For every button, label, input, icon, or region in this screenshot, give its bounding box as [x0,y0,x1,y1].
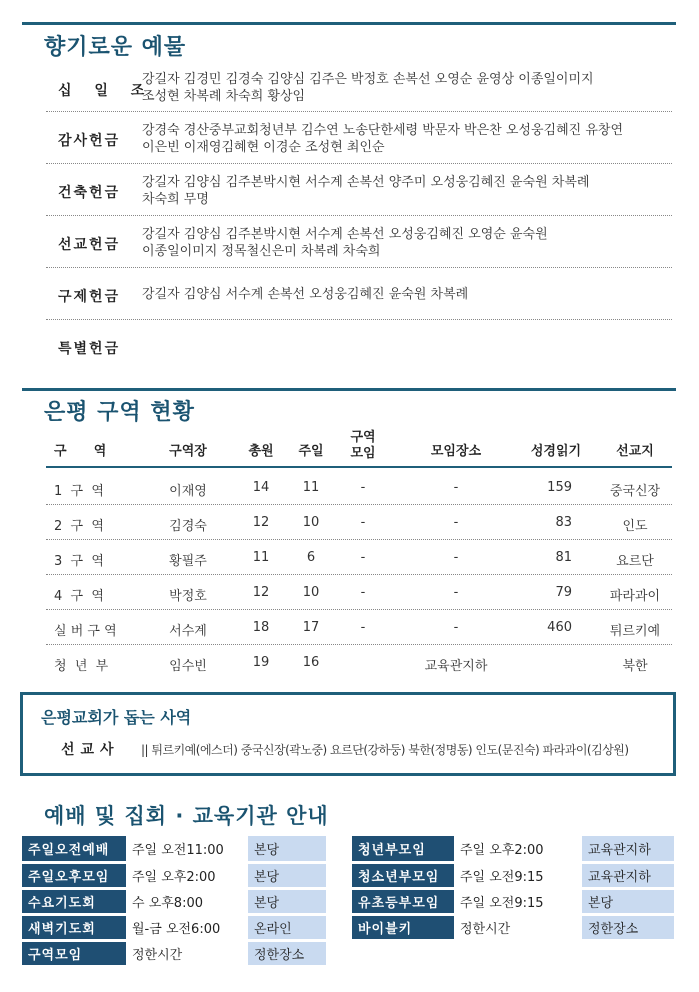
cell-bible: 79 [555,585,572,600]
schedule-row [22,836,326,862]
schedule-right-body [352,836,674,940]
cell-meeting: - [360,585,366,600]
cell-bible: 81 [555,550,572,565]
offering-names: 강길자 김양심 김주본박시현 서수계 손복선 오성웅김혜진 오영순 윤숙원 이종일이미지 정목철신은미 차복례 차숙희 [142,227,548,259]
cell-district: 1 구 역 [54,484,104,499]
offering-row-relief [46,268,672,320]
cell-meeting: - [360,620,366,635]
header-meeting: 구역 모임 [350,430,376,461]
schedule-label: 바이블키 [352,914,454,940]
cell-sunday: 10 [302,585,320,600]
cell-members: 12 [252,585,270,600]
support-box [20,692,676,776]
districts-title: 은평 구역 현황 [44,400,195,425]
offering-row-mission [46,216,672,268]
header-district: 구 역 [54,444,107,459]
header-members: 총원 [248,444,274,459]
schedule-row [352,862,674,888]
cell-leader: 황필주 [169,554,207,569]
table-row [46,610,672,645]
cell-sunday: 11 [302,480,320,495]
schedule-label: 수요기도회 [22,888,126,914]
schedule-time: 수 오후8:00 [126,888,248,914]
cell-leader: 서수계 [169,624,207,639]
cell-mission: 인도 [622,519,648,534]
table-row [46,470,672,505]
cell-mission: 파라과이 [609,589,661,604]
offering-names: 강경숙 경산중부교회청년부 김수연 노송단한세령 박문자 박은찬 오성웅김혜진 유창연 이은빈 이재영김혜현 이경순 조성현 최인순 [142,123,624,155]
header-place: 모임장소 [430,444,482,459]
offering-row-tithe [46,66,672,112]
table-row [46,575,672,610]
schedule-time: 정한시간 [126,940,248,966]
offering-names: 강길자 김양심 김주본박시현 서수계 손복선 양주미 오성웅김혜진 윤숙원 차복례 차숙희 무명 [142,175,590,207]
schedule-time: 주일 오전9:15 [454,888,582,914]
support-label: 선교사 [61,742,120,758]
cell-district: 실 버 구 역 [54,624,117,639]
cell-leader: 김경숙 [169,519,207,534]
district-table-header [46,428,672,468]
schedule-table-left [22,836,326,968]
offering-label: 선교헌금 [58,237,121,253]
cell-meeting: - [360,480,366,495]
cell-bible: 83 [555,515,572,530]
schedule-label: 구역모임 [22,940,126,966]
cell-place: - [453,480,459,495]
cell-mission: 요르단 [616,554,654,569]
schedule-row [352,914,674,940]
schedule-place: 정한장소 [582,914,674,940]
cell-district: 3 구 역 [54,554,104,569]
schedule-row [22,914,326,940]
table-row [46,540,672,575]
support-missionaries: || 튀르키예(에스더) 중국신장(곽노중) 요르단(강하둥) 북한(정명동) 인도(문진숙) 파라과이(김상원) [141,743,629,757]
schedule-time: 주일 오전11:00 [126,836,248,862]
schedule-time: 월-금 오전6:00 [126,914,248,940]
offering-label: 십 일 조 [58,83,154,99]
schedule-place: 본당 [248,836,326,862]
cell-mission: 중국신장 [609,484,661,499]
schedule-place: 본당 [248,888,326,914]
header-mission: 선교지 [616,444,654,459]
schedule-place: 온라인 [248,914,326,940]
cell-members: 19 [252,655,270,670]
cell-district: 4 구 역 [54,589,104,604]
cell-place: - [453,585,459,600]
cell-leader: 이재영 [169,484,207,499]
cell-mission: 북한 [622,659,648,674]
offering-row-special [46,320,672,370]
schedule-place: 정한장소 [248,940,326,966]
schedule-place: 본당 [248,862,326,888]
offering-names: 강길자 김경민 김경숙 김양심 김주은 박정호 손복선 오영순 윤영상 이종일이미지 조성현 차복례 차숙희 황상임 [142,72,594,104]
cell-members: 18 [252,620,270,635]
schedule-time: 주일 오후2:00 [126,862,248,888]
offering-row-building [46,164,672,216]
table-row [46,645,672,680]
cell-leader: 박정호 [169,589,207,604]
schedule-time: 주일 오후2:00 [454,836,582,862]
offering-label: 감사헌금 [58,133,121,149]
header-leader: 구역장 [169,444,207,459]
header-sunday: 주일 [298,444,324,459]
cell-meeting: - [360,550,366,565]
schedule-label: 청년부모임 [352,836,454,862]
offering-title: 향기로운 예물 [44,35,187,60]
schedule-table-right [352,836,674,942]
table-row [46,505,672,540]
cell-leader: 임수빈 [169,659,207,674]
support-title: 은평교회가 돕는 사역 [41,708,192,727]
schedule-label: 청소년부모임 [352,862,454,888]
cell-sunday: 17 [302,620,320,635]
schedule-label: 주일오전예배 [22,836,126,862]
cell-bible: 159 [547,480,572,495]
schedule-place: 교육관지하 [582,862,674,888]
offering-row-thanks [46,112,672,164]
schedule-row [352,888,674,914]
cell-sunday: 10 [302,515,320,530]
cell-district: 2 구 역 [54,519,104,534]
schedule-label: 새벽기도회 [22,914,126,940]
cell-members: 11 [252,550,270,565]
schedule-label: 주일오후모임 [22,862,126,888]
header-bible: 성경읽기 [530,444,582,459]
schedule-time: 주일 오전9:15 [454,862,582,888]
cell-bible: 460 [547,620,572,635]
schedule-place: 교육관지하 [582,836,674,862]
schedule-left-body [22,836,326,966]
offering-names: 강길자 김양심 서수계 손복선 오성웅김혜진 윤숙원 차복례 [142,287,469,302]
cell-sunday: 16 [302,655,320,670]
cell-meeting: - [360,515,366,530]
schedule-row [22,940,326,966]
cell-district: 청 년 부 [54,659,109,674]
section-rule-districts [22,388,676,391]
schedule-time: 정한시간 [454,914,582,940]
cell-place: - [453,550,459,565]
cell-members: 14 [252,480,270,495]
schedule-place: 본당 [582,888,674,914]
cell-place: - [453,515,459,530]
section-rule-offering [22,22,676,25]
cell-mission: 튀르키예 [609,624,661,639]
schedule-row [352,836,674,862]
offering-label: 구제헌금 [58,289,121,305]
schedule-title: 예배 및 집회 · 교육기관 안내 [44,804,329,828]
cell-place: - [453,620,459,635]
offering-label: 건축헌금 [58,185,121,201]
offering-label: 특별헌금 [58,341,121,357]
schedule-row [22,862,326,888]
cell-members: 12 [252,515,270,530]
cell-place: 교육관지하 [424,659,488,674]
schedule-row [22,888,326,914]
schedule-label: 유초등부모임 [352,888,454,914]
cell-sunday: 6 [306,550,316,565]
